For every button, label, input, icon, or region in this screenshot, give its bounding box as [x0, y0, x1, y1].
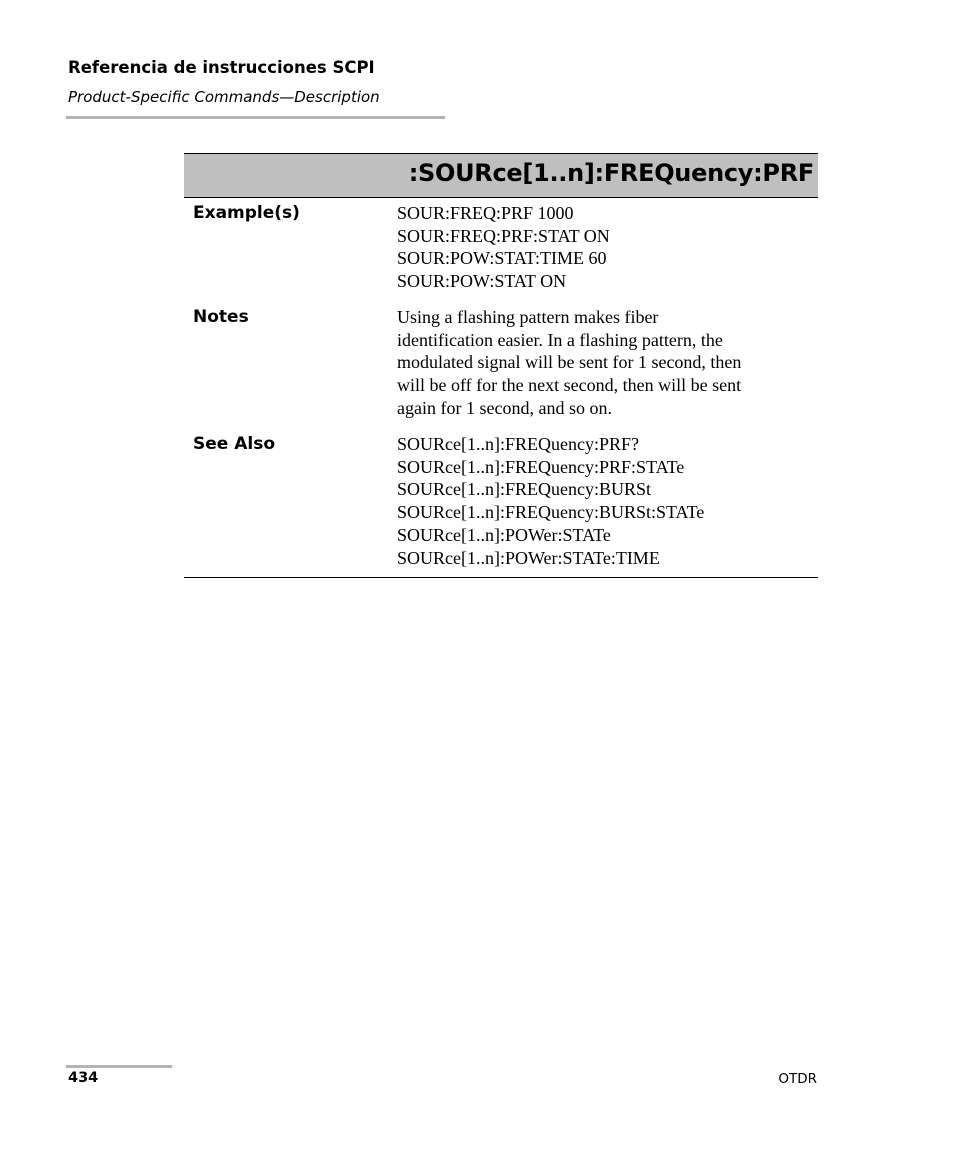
- notes-line: will be off for the next second, then will be sent: [397, 375, 742, 396]
- notes-line: identification easier. In a flashing pattern, the: [397, 329, 723, 350]
- command-header: [184, 153, 818, 198]
- example-line: SOUR:POW:STAT ON: [397, 271, 567, 292]
- see-also-link[interactable]: SOURce[1..n]:FREQuency:BURSt:STATe: [397, 502, 705, 523]
- example-line: SOUR:FREQ:PRF:STAT ON: [397, 225, 610, 246]
- command-title: :SOURce[1..n]:FREQuency:PRF: [408, 159, 814, 187]
- example-line: SOUR:FREQ:PRF 1000: [397, 203, 574, 223]
- footer-rule: [66, 1065, 172, 1068]
- see-also-link[interactable]: SOURce[1..n]:FREQuency:PRF:STATe: [397, 456, 685, 477]
- see-also-link[interactable]: SOURce[1..n]:POWer:STATe:TIME: [397, 547, 660, 568]
- notes-line: again for 1 second, and so on.: [397, 397, 612, 418]
- notes-content: [397, 306, 809, 420]
- table-bottom-rule: [184, 577, 818, 578]
- see-also-label: See Also: [193, 434, 276, 454]
- examples-content: [397, 202, 809, 293]
- product-name: OTDR: [778, 1071, 817, 1087]
- see-also-link[interactable]: SOURce[1..n]:FREQuency:BURSt: [397, 479, 651, 500]
- header-rule: [66, 116, 445, 119]
- notes-label: Notes: [193, 307, 249, 327]
- page-number: 434: [68, 1070, 99, 1086]
- section-subtitle: Product-Specific Commands—Description: [68, 88, 380, 106]
- section-title: Referencia de instrucciones SCPI: [68, 58, 375, 77]
- notes-line: Using a flashing pattern makes fiber: [397, 307, 659, 327]
- see-also-link[interactable]: SOURce[1..n]:POWer:STATe: [397, 524, 611, 545]
- see-also-link[interactable]: SOURce[1..n]:FREQuency:PRF?: [397, 434, 639, 454]
- examples-label: Example(s): [193, 203, 300, 223]
- see-also-content: [397, 433, 809, 569]
- notes-line: modulated signal will be sent for 1 second, then: [397, 352, 742, 373]
- example-line: SOUR:POW:STAT:TIME 60: [397, 248, 607, 269]
